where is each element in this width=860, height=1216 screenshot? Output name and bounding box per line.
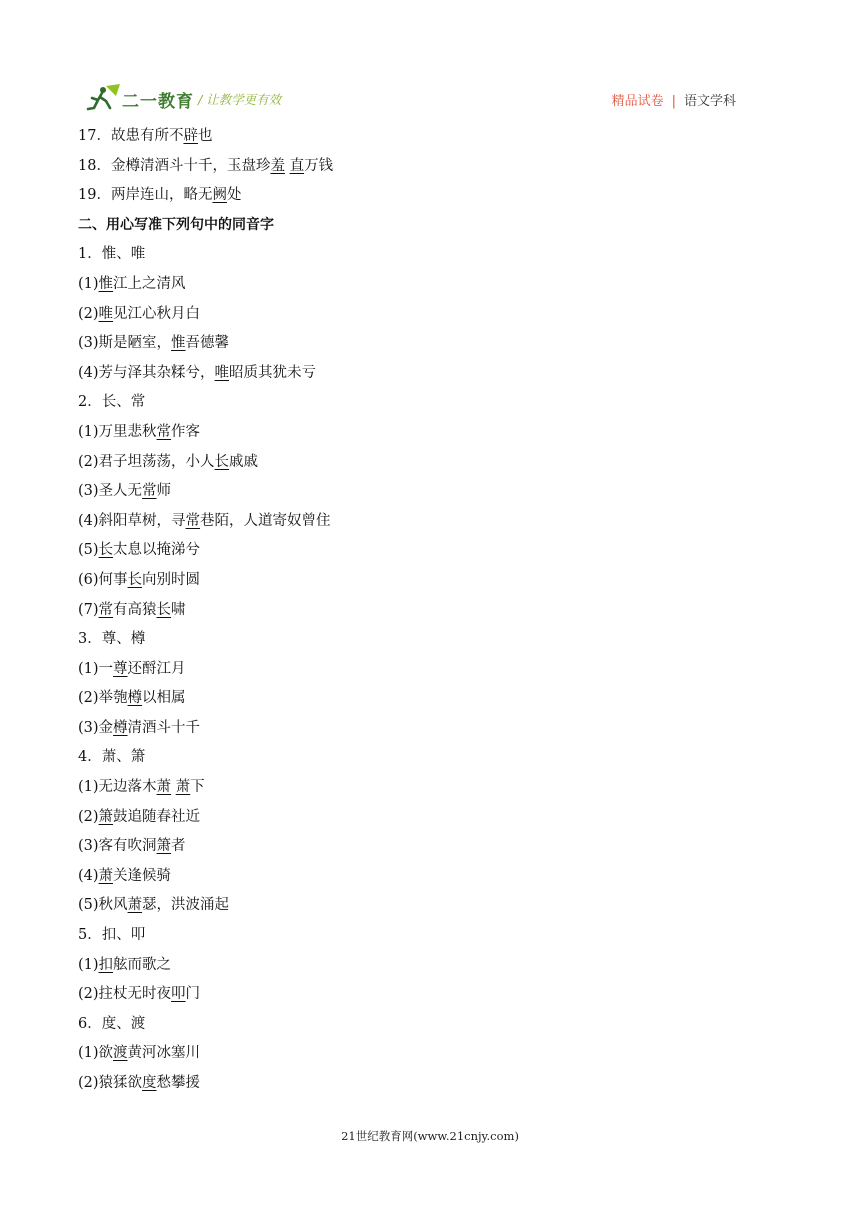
text-segment: 处 xyxy=(226,187,242,204)
underlined-character: 萧 xyxy=(156,779,172,796)
text-segment: 2．长、常 xyxy=(78,394,146,411)
underlined-character: 辟 xyxy=(183,128,198,144)
text-line xyxy=(78,122,778,152)
text-line xyxy=(78,714,778,744)
text-segment: 门 xyxy=(185,986,201,1003)
text-line xyxy=(78,388,778,418)
text-line xyxy=(78,862,778,892)
document-body xyxy=(78,122,778,1099)
text-line xyxy=(78,1010,778,1040)
underlined-character: 长 xyxy=(214,453,230,470)
text-segment: (4)斜阳草树，寻 xyxy=(78,512,186,529)
text-segment: 师 xyxy=(156,483,172,500)
underlined-character: 惟 xyxy=(171,335,186,352)
text-segment: 巷陌，人道寄奴曾住 xyxy=(200,512,331,529)
page-footer: 21世纪教育网(www.21cnjy.com) xyxy=(341,1129,519,1143)
underlined-character: 萧 xyxy=(175,779,191,796)
tag-separator: | xyxy=(671,94,676,109)
underlined-character: 常 xyxy=(98,601,114,618)
text-segment: (1) xyxy=(78,956,99,973)
text-line xyxy=(78,980,778,1010)
underlined-character: 常 xyxy=(185,512,201,529)
text-segment: (7) xyxy=(78,601,99,618)
text-segment: 1．惟、唯 xyxy=(78,246,146,263)
text-segment: (2)拄杖无时夜 xyxy=(78,986,172,1003)
text-segment: 瑟，洪波涌起 xyxy=(142,897,230,914)
text-line xyxy=(78,951,778,981)
text-line xyxy=(78,418,778,448)
underlined-character: 樽 xyxy=(113,719,128,736)
text-line xyxy=(78,921,778,951)
underlined-character: 度 xyxy=(142,1075,157,1091)
text-segment: 万钱 xyxy=(304,157,334,174)
text-line xyxy=(78,181,778,211)
underlined-character: 直 xyxy=(289,157,305,174)
text-line xyxy=(78,743,778,773)
text-segment: 清酒斗十千 xyxy=(127,719,201,736)
text-segment: (2) xyxy=(78,808,99,825)
text-segment: (2)君子坦荡荡，小人 xyxy=(78,453,215,470)
text-segment: 吾德馨 xyxy=(185,335,230,352)
text-segment: 关逢候骑 xyxy=(113,867,172,884)
underlined-character: 长 xyxy=(127,571,143,588)
text-segment: (1) xyxy=(78,275,99,292)
text-segment: (5)秋风 xyxy=(78,897,128,914)
text-line xyxy=(78,832,778,862)
underlined-character: 萧 xyxy=(127,897,143,914)
section-heading xyxy=(78,211,778,241)
text-segment: 向别时圆 xyxy=(142,571,201,588)
text-segment: 6．度、渡 xyxy=(78,1015,146,1032)
page-header xyxy=(84,84,740,114)
text-segment: 还酹江月 xyxy=(127,660,186,677)
text-segment: 昭质其犹未亏 xyxy=(229,364,317,381)
text-segment: (2) xyxy=(78,305,99,322)
text-segment: 舷而歌之 xyxy=(113,956,172,973)
text-line xyxy=(78,507,778,537)
brand-name: 二一教育 xyxy=(122,92,194,112)
underlined-character: 长 xyxy=(156,601,172,618)
underlined-character: 萧 xyxy=(98,867,114,884)
underlined-character: 唯 xyxy=(214,364,230,381)
text-segment: 江上之清风 xyxy=(113,275,186,292)
text-segment: (1)无边落木 xyxy=(78,779,157,796)
text-segment: (1)欲 xyxy=(78,1045,114,1062)
text-segment: 18．金樽清酒斗十千，玉盘珍 xyxy=(78,157,271,174)
underlined-character: 唯 xyxy=(98,305,114,322)
text-line xyxy=(78,329,778,359)
text-line xyxy=(78,596,778,626)
text-line xyxy=(78,240,778,270)
underlined-character: 常 xyxy=(142,483,157,500)
text-segment: 黄河冰塞川 xyxy=(127,1045,201,1062)
text-segment: (1)万里悲秋 xyxy=(78,423,157,440)
text-line xyxy=(78,655,778,685)
text-segment: (2)猿猱欲 xyxy=(78,1075,143,1091)
text-segment: (1)一 xyxy=(78,660,114,677)
text-line xyxy=(78,448,778,478)
text-line xyxy=(78,684,778,714)
text-segment: (3)圣人无 xyxy=(78,483,143,500)
tag-quality: 精品试卷 xyxy=(611,94,664,109)
text-line xyxy=(78,773,778,803)
text-segment: (4) xyxy=(78,867,99,884)
text-segment: 下 xyxy=(190,779,205,796)
text-segment: 太息以掩涕兮 xyxy=(113,542,201,559)
text-line xyxy=(78,1069,778,1099)
underlined-character: 尊 xyxy=(113,660,128,677)
underlined-character: 箫 xyxy=(156,838,172,855)
text-line xyxy=(78,359,778,389)
text-segment: (3)金 xyxy=(78,719,114,736)
underlined-character: 扣 xyxy=(98,956,114,973)
text-segment: (4)芳与泽其杂糅兮， xyxy=(78,364,215,381)
text-line xyxy=(78,477,778,507)
text-segment: 作客 xyxy=(171,423,201,440)
text-segment: 有高猿 xyxy=(113,601,157,618)
underlined-character: 箫 xyxy=(98,808,114,825)
text-line xyxy=(78,300,778,330)
text-segment: 愁攀援 xyxy=(156,1075,201,1091)
underlined-character: 叩 xyxy=(171,986,186,1003)
slogan: / 让教学更有效 xyxy=(198,92,282,107)
underlined-character: 惟 xyxy=(98,275,114,292)
text-line xyxy=(78,152,778,182)
text-segment: 鼓追随春社近 xyxy=(113,808,201,825)
text-line xyxy=(78,803,778,833)
text-line xyxy=(78,1039,778,1069)
text-line xyxy=(78,270,778,300)
runner-logo-icon xyxy=(86,84,122,112)
underlined-character: 长 xyxy=(98,542,114,559)
underlined-character: 阙 xyxy=(212,187,227,204)
text-segment: 也 xyxy=(197,128,213,144)
text-segment: (2)举匏 xyxy=(78,690,128,707)
text-line xyxy=(78,625,778,655)
text-segment: 17．故患有所不 xyxy=(78,128,184,144)
text-segment: 二、用心写准下列句中的同音字 xyxy=(78,216,274,233)
text-segment: 以相属 xyxy=(142,690,186,707)
text-segment: 19．两岸连山，略无 xyxy=(78,187,213,204)
text-segment: 5．扣、叩 xyxy=(78,927,146,944)
text-segment: 4．萧、箫 xyxy=(78,749,146,766)
text-line xyxy=(78,566,778,596)
subject-tag xyxy=(612,90,736,109)
tag-subject: 语文学科 xyxy=(683,94,736,109)
text-segment: (6)何事 xyxy=(78,571,128,588)
underlined-character: 樽 xyxy=(127,690,143,707)
text-segment: 见江心秋月白 xyxy=(113,305,201,322)
underlined-character: 羞 xyxy=(270,157,285,174)
text-segment: 啸 xyxy=(171,601,186,618)
underlined-character: 常 xyxy=(156,423,172,440)
text-segment: 3．尊、樽 xyxy=(78,631,146,648)
underlined-character: 渡 xyxy=(113,1045,128,1062)
text-segment: 者 xyxy=(171,838,186,855)
text-segment: (3)斯是陋室， xyxy=(78,335,172,352)
text-segment: (3)客有吹洞 xyxy=(78,838,157,855)
text-segment: 戚戚 xyxy=(229,453,259,470)
text-line xyxy=(78,891,778,921)
text-segment: (5) xyxy=(78,542,99,559)
text-line xyxy=(78,536,778,566)
